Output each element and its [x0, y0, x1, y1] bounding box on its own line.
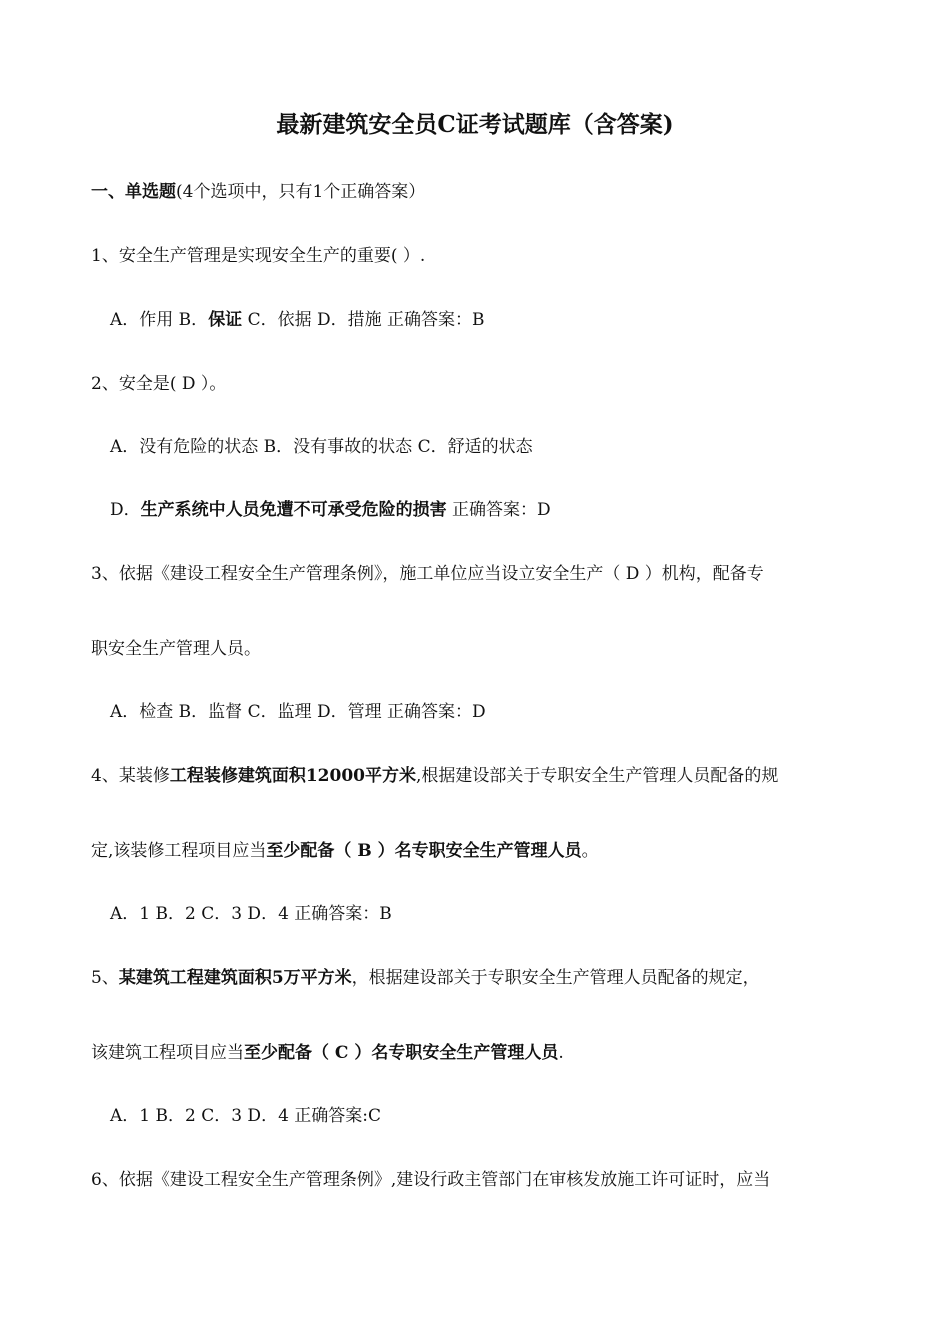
question-3-line-1: 3、依据《建设工程安全生产管理条例》，施工单位应当设立安全生产（ D ）机构，配备专: [91, 564, 764, 584]
question-4-line-1-bold: 工程装修建筑面积12000平方米: [169, 766, 416, 786]
question-2-option-d-bold: 生产系统中人员免遭不可承受危险的损害: [140, 500, 447, 520]
question-2-answer: 正确答案：D: [446, 500, 551, 520]
question-1-options-bold: 保证: [208, 310, 243, 330]
question-3-options: A．检查 B．监督 C．监理 D．管理 正确答案：D: [110, 702, 486, 722]
question-5-line-2-bold: 至少配备（ C ）名专职安全生产管理人员: [244, 1043, 559, 1063]
question-4-line-1-end: ,根据建设部关于专职安全生产管理人员配备的规: [415, 766, 779, 786]
question-4-options: A．1 B．2 C．3 D．4 正确答案：B: [110, 904, 392, 924]
question-4-line-2-start: 定,该装修工程项目应当: [91, 841, 267, 861]
question-4-line-1: [91, 764, 778, 788]
question-5-line-2: [91, 1041, 564, 1065]
question-2-options-2: [110, 498, 551, 522]
question-5-options: A．1 B．2 C．3 D．4 正确答案:C: [110, 1106, 382, 1126]
question-4-line-2-end: 。: [581, 841, 599, 861]
question-5-line-2-end: .: [558, 1043, 564, 1063]
question-4-line-2: [91, 839, 599, 863]
question-2-options-1: A．没有危险的状态 B．没有事故的状态 C．舒适的状态: [110, 437, 533, 457]
question-5-line-1-bold: 某建筑工程建筑面积5万平方米: [118, 968, 352, 988]
question-4-line-1-start: 4、某装修: [91, 766, 170, 786]
question-4-line-2-bold: 至少配备（ B ）名专职安全生产管理人员: [266, 841, 582, 861]
question-5-line-2-start: 该建筑工程项目应当: [91, 1043, 244, 1063]
question-1-options: [110, 308, 485, 332]
question-5-line-1-start: 5、: [91, 968, 119, 988]
question-1-options-end: C．依据 D．措施 正确答案：B: [242, 310, 485, 330]
question-1-options-start: A．作用 B．: [110, 310, 209, 330]
section-heading-bold: 一、单选题: [91, 182, 176, 202]
section-heading: [91, 180, 425, 204]
question-6-line-1: 6、依据《建设工程安全生产管理条例》,建设行政主管部门在审核发放施工许可证时，应当: [91, 1170, 771, 1190]
section-heading-note: (4个选项中，只有1个正确答案）: [176, 182, 426, 202]
question-2-text: 2、安全是( D ）。: [91, 374, 227, 394]
page-title: 最新建筑安全员C证考试题库（含答案): [276, 111, 674, 138]
question-5-line-1: [91, 966, 760, 990]
question-3-line-2: 职安全生产管理人员。: [91, 639, 261, 659]
question-5-line-1-end: ，根据建设部关于专职安全生产管理人员配备的规定，: [351, 968, 760, 988]
question-1-text: 1、安全生产管理是实现安全生产的重要( ）.: [91, 246, 426, 266]
question-2-option-d-prefix: D．: [110, 500, 141, 520]
